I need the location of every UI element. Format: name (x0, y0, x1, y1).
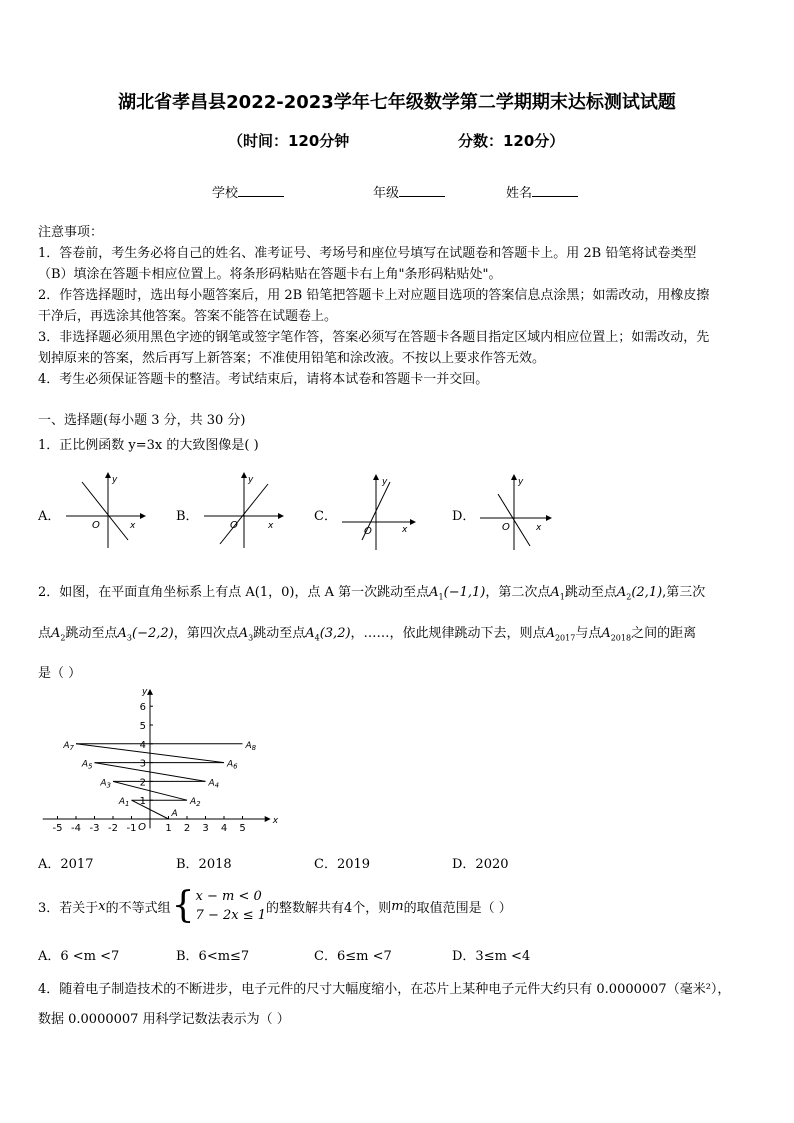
q3-text: 的不等式组 (105, 900, 171, 916)
sub: 3 (248, 633, 254, 643)
y-tick-label: 5 (139, 721, 146, 732)
q1-graph-b (200, 470, 285, 550)
q2-option-c: C．2019 (314, 857, 371, 872)
q3-option-d: D．3≤m <4 (452, 949, 531, 964)
sub: 1 (559, 592, 565, 602)
notice-item-3b: 划掉原来的答案，然后再写上新答案；不准使用铅笔和涂改液。不按以上要求作答无效。 (38, 351, 546, 366)
x-label: x (268, 521, 274, 531)
grade-field (373, 182, 445, 201)
notice (38, 222, 758, 390)
notice-item-1b: （B）填涂在答题卡相应位置上。将条形码粘贴在答题卡右上角"条形码粘贴处"。 (38, 267, 502, 282)
point-subscript: 3 (106, 781, 111, 790)
q4-line-1: 4．随着电子制造技术的不断进步，电子元件的尺寸大幅度缩小，在芯片上某种电子元件大约只有 0.0000007（毫米²）， (38, 982, 731, 997)
point-subscript: 5 (88, 762, 93, 771)
point-label-a6: $A_6$ (227, 759, 238, 771)
sub: 3 (126, 633, 132, 643)
q1-graph-a (62, 470, 147, 550)
q2-text: 之间的距离 (631, 625, 697, 641)
x-label: x (536, 523, 542, 533)
q1-graph-c (338, 470, 423, 550)
point-a1: A (429, 585, 439, 600)
point-label-a1: $A_1$ (118, 797, 130, 809)
q2-text: 点 (38, 625, 52, 641)
q2-text: 与点 (575, 625, 602, 641)
q2-line-2 (38, 616, 758, 657)
point-a3: A (238, 625, 249, 641)
x-tick-label: 1 (165, 823, 172, 834)
x-tick-label: 4 (220, 823, 228, 834)
inequality-2: 7 − 2x ≤ 1 (195, 908, 267, 923)
x-tick-label: 2 (183, 823, 191, 834)
q2-text: ，……，依此规律跳动下去，则点 (350, 625, 546, 641)
y-tick-label: 2 (139, 777, 146, 789)
section-heading: 一、选择题(每小题 3 分，共 30 分) (38, 413, 246, 428)
x-tick-label: -5 (52, 823, 63, 834)
question-1-stem: 1．正比例函数 y=3x 的大致图像是( ) (38, 438, 259, 453)
q2-text: 跳动至点 (65, 625, 118, 641)
school-field (212, 182, 284, 201)
point-subscript: 2 (196, 800, 201, 809)
exam-time: （时间：120分钟 (228, 132, 350, 150)
q1-option-c-label: C． (314, 509, 337, 524)
point-a3: A (117, 625, 127, 641)
name-label: 姓名 (506, 186, 533, 201)
q1-graph-d (476, 470, 561, 550)
sub: 2 (60, 633, 66, 643)
origin-label: O (364, 526, 372, 537)
x-tick-label: -4 (71, 823, 81, 834)
inequality-system (196, 887, 266, 925)
point-label-a8: $A_8$ (245, 740, 257, 752)
q3-text: 3．若关于 (38, 900, 99, 916)
y-arrow (511, 474, 517, 480)
x-tick-label: -3 (89, 823, 100, 834)
q2-line-1 (38, 575, 758, 616)
y-label: y (382, 477, 388, 487)
x-tick-label: -1 (126, 823, 137, 834)
point-label-a7: $A_7$ (63, 740, 74, 752)
x-arrow (546, 515, 552, 521)
q2-text: ，第二次点 (485, 585, 551, 600)
grade-label: 年级 (373, 186, 400, 201)
q2-coordinate-figure (40, 685, 279, 835)
y-arrow (105, 472, 111, 478)
sub: 1 (438, 592, 444, 602)
name-field (506, 182, 578, 201)
point-label-a2: $A_2$ (190, 797, 201, 809)
notice-item-2a: 2．作答选择题时，选出每小题答案后，用 2B 铅笔把答题卡上对应题目选项的答案信息点涂黑；如需改动，用橡皮擦 (38, 288, 710, 303)
x-label: x (130, 521, 136, 531)
coord-a1: (−1,1) (443, 585, 486, 600)
graph-line (82, 482, 128, 540)
notice-item-3a: 3．非选择题必须用黑色字迹的钢笔或签字笔作答，答案必须写在答题卡各题目指定区域内相应位置上；如需改动，先 (38, 330, 710, 345)
x-arrow (265, 816, 271, 822)
y-label: y (248, 475, 254, 485)
q2-option-a: A．2017 (38, 857, 94, 872)
coord-a3: (−2,2) (132, 625, 174, 641)
page-title: 湖北省孝昌县2022-2023学年七年级数学第二学期期末达标测试试题 (118, 92, 676, 113)
q2-text: 跳动至点 (253, 625, 306, 641)
point-label-a4: $A_4$ (208, 778, 220, 790)
q2-line-3: 是（ ） (38, 666, 82, 682)
q2-text: ,第三次 (662, 585, 706, 600)
q2-text: 2．如图，在平面直角坐标系上有点 A(1，0)，点 A 第一次跳动至点 (38, 585, 430, 600)
x-tick-label: -2 (108, 823, 118, 834)
sub: 4 (314, 633, 320, 643)
school-label: 学校 (212, 186, 239, 201)
point-a2: A (616, 585, 627, 600)
y-arrow (373, 474, 379, 480)
notice-heading: 注意事项： (38, 225, 104, 240)
question-3-stem (38, 884, 512, 928)
coord-a2: (2,1) (631, 585, 663, 600)
x-arrow (410, 519, 416, 525)
q3-text: 的取值范围是（ ） (403, 900, 512, 916)
var-m: m (391, 898, 404, 914)
point-a1: A (550, 585, 560, 600)
point-label-a3: $A_3$ (100, 778, 111, 790)
origin-label: O (502, 522, 510, 533)
point-subscript: 4 (214, 781, 220, 790)
notice-item-1a: 1．答卷前，考生务必将自己的姓名、准考证号、考场号和座位号填写在试题卷和答题卡上。用 2B 铅笔将试卷类型 (38, 246, 697, 261)
y-tick-label: 6 (139, 702, 146, 714)
q2-option-b: B．2018 (176, 857, 232, 872)
inequality-1: x − m < 0 (195, 889, 262, 904)
x-axis-label: x (272, 816, 279, 826)
name-blank (532, 184, 578, 197)
y-tick-label: 1 (139, 796, 146, 808)
sub: 2 (626, 592, 632, 602)
q2-text: 跳动至点 (564, 585, 617, 600)
brace: { (171, 885, 195, 926)
point-label-a5: $A_5$ (81, 759, 93, 771)
y-tick-label: 4 (139, 739, 146, 751)
point-subscript: 7 (69, 743, 74, 752)
q4-line-2: 数据 0.0000007 用科学记数法表示为（ ） (38, 1012, 290, 1027)
coord-a4: (3,2) (319, 625, 351, 641)
q3-option-c: C．6≤m <7 (314, 949, 392, 964)
origin-label: O (92, 520, 100, 531)
point-a2: A (51, 625, 61, 641)
y-label: y (518, 477, 524, 487)
y-axis-label: y (142, 686, 148, 697)
x-arrow (278, 513, 284, 519)
origin-label: O (230, 520, 238, 531)
exam-score: 分数：120分） (458, 132, 565, 150)
q1-option-d-label: D． (452, 509, 476, 524)
school-blank (238, 184, 284, 197)
q1-option-b-label: B． (176, 509, 199, 524)
sub: 2018 (610, 633, 632, 643)
y-tick-label: 3 (139, 758, 146, 770)
point-a4: A (305, 625, 315, 641)
sub: 2017 (554, 633, 576, 643)
q2-text: ，第四次点 (173, 625, 239, 641)
question-2-stem (38, 575, 758, 692)
q3-text: 的整数解共有4个，则 (266, 900, 392, 916)
notice-item-2b: 干净后，再选涂其他答案。答案不能答在试题卷上。 (38, 309, 338, 324)
grade-blank (399, 184, 445, 197)
x-label: x (402, 525, 408, 535)
y-label: y (112, 475, 118, 485)
point-subscript: 6 (233, 762, 238, 771)
point-label-a: A (171, 809, 178, 819)
point-a2017: A (545, 625, 555, 641)
x-tick-label: 3 (202, 823, 209, 834)
y-arrow (241, 472, 247, 478)
x-arrow (140, 513, 146, 519)
q1-option-a-label: A． (38, 509, 61, 524)
x-tick-label: 5 (239, 823, 246, 834)
q2-option-d: D．2020 (452, 857, 509, 872)
point-subscript: 1 (125, 800, 130, 809)
origin-label: O (138, 822, 146, 833)
point-a2018: A (601, 625, 611, 641)
var-x: x (98, 898, 106, 914)
notice-item-4: 4．考生必须保证答题卡的整洁。考试结束后，请将本试卷和答题卡一并交回。 (38, 372, 489, 387)
y-arrow (147, 689, 153, 695)
q3-option-a: A．6 <m <7 (38, 949, 120, 964)
q3-option-b: B．6<m≤7 (176, 949, 250, 964)
question-4-stem (38, 975, 758, 1035)
point-subscript: 8 (251, 743, 257, 752)
